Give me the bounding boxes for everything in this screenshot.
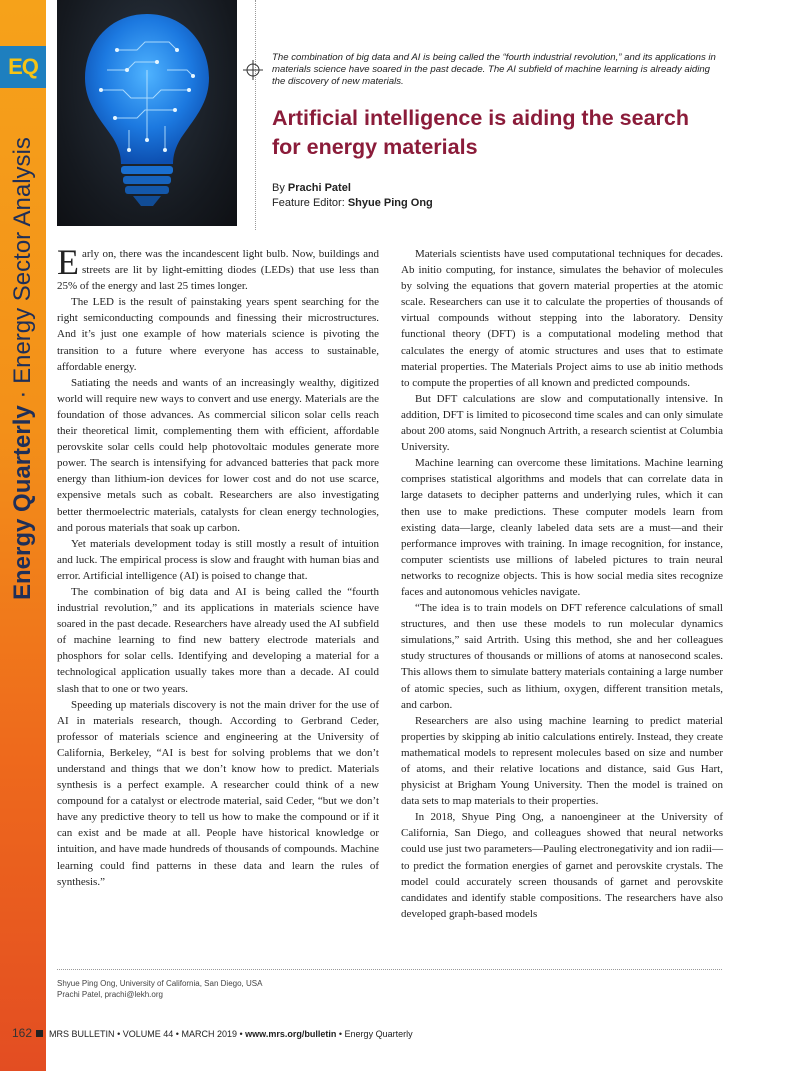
editor-label: Feature Editor: xyxy=(272,197,345,209)
author-name: Prachi Patel xyxy=(287,182,351,194)
divider-vertical xyxy=(255,0,256,230)
paragraph: Materials scientists have used computational techniques for decades. Ab initio computing, for instance, simulates the behavior of molecules by solving the equations that govern material properties at the atomic scale. Researchers can use it to calculate the properties of thousands of virtual compounds without stepping into the laboratory. Density functional theory (DFT) is a computational modeling method that calculates the energy of atomic structures and uses that to estimate material properties. The Materials Project aims to use ab initio methods to compute the properties of all known and predicted compounds. xyxy=(401,248,723,389)
section-title-vertical xyxy=(9,137,37,600)
footer-sep: • xyxy=(117,1029,121,1039)
editor-name: Shyue Ping Ong xyxy=(347,197,433,209)
article-column-right xyxy=(401,246,723,922)
crosshair-icon xyxy=(243,60,263,80)
paragraph: Yet materials development today is still mostly a result of intuition and luck. The empirical process is slow and fraught with human bias and error. Artificial intelligence (AI) is poised to change that. xyxy=(57,537,379,582)
section-title-light: Energy Sector Analysis xyxy=(9,137,36,384)
affiliation-line: Shyue Ping Ong, University of California, San Diego, USA xyxy=(57,979,263,988)
footer-sep: • xyxy=(338,1029,343,1039)
paragraph-text: arly on, there was the incandescent light bulb. Now, buildings and streets are lit by light-emitting diodes (LEDs) that use less than 25% of the energy and last 25 times longer. xyxy=(57,248,379,293)
article-column-left xyxy=(57,242,379,890)
intro-summary: The combination of big data and AI is being called the “fourth industrial revolution,” and its applications in materials science have soared in the past decade. The AI subfield of machine learning is already aiding the discovery of new materials. xyxy=(272,52,716,87)
paragraph: Researchers are also using machine learning to predict material properties by skipping ab initio calculations entirely. Instead, they create mathematical models to represent molecules based on size and number of atoms, and their relative locations and distance, said Gus Hart, physicist at Brigham Young University. Then the model is trained on data sets to map materials to their properties. xyxy=(401,714,723,808)
drop-cap: E xyxy=(57,242,79,282)
square-bullet-icon xyxy=(36,1030,43,1037)
article-title: Artificial intelligence is aiding the search for energy materials xyxy=(272,106,689,159)
section-title-bold: Energy Quarterly xyxy=(9,405,36,600)
journal-name: MRS BULLETIN xyxy=(49,1029,115,1039)
affiliations xyxy=(57,978,262,1000)
journal-link[interactable]: www.mrs.org/bulletin xyxy=(245,1029,337,1039)
divider-horizontal xyxy=(57,969,722,970)
section-title-separator: · xyxy=(9,390,36,399)
lightbulb-photo xyxy=(57,0,237,226)
paragraph: Speeding up materials discovery is not the main driver for the use of AI in materials research, though. According to Gerbrand Ceder, professor of materials science and engineering at the University of California, Berkeley, “AI is best for solving problems that we don’t understand and things that we don’t know how to predict. Materials synthesis is a perfect example. A researcher could think of a new compound for a catalyst or electrode material, said Ceder, “but we don’t have any predictive theory to tell us how to make the compound or if it can exist and be made at all. People have historical knowledge or intuition, and have made hundreds of thousands of compounds. Machine learning could find patterns in these data and learn the rules of synthesis.” xyxy=(57,698,379,888)
paragraph: But DFT calculations are slow and computationally intensive. In addition, DFT is limited to picosecond time scales and can only simulate about 200 atoms, said Nongnuch Artrith, a research scientist at Columbia University. xyxy=(401,392,723,454)
footer-sep: • xyxy=(175,1029,179,1039)
paragraph: “The idea is to train models on DFT reference calculations of small structures, and then use these models to run molecular dynamics simulations,” said Artrith. Using this method, she and her colleagues study structures of thousands or millions of atoms at nanosecond scales. This allows them to simulate battery materials containing a large number of atomic species, such as lithium, oxygen, different transition metals, and carbon. xyxy=(401,602,723,711)
byline xyxy=(272,181,433,211)
section-name: Energy Quarterly xyxy=(344,1029,413,1039)
page-footer xyxy=(12,1026,413,1040)
paragraph: The LED is the result of painstaking years spent searching for the right semiconducting compounds and finessing their microstructures. And it’s just one example of how materials science is pivoting the transition to a future where everyone has access to sustainable, affordable energy. xyxy=(57,296,379,373)
lightbulb-illustration xyxy=(57,0,237,226)
paragraph: Satiating the needs and wants of an increasingly wealthy, digitized world will require new ways to convert and use energy. Materials are the foundation of those advances. As commercial silicon solar cells reach their theoretical limit, complementing them with efficient, affordable perovskite solar cells could help photovoltaic modules generate more power. The search is intensifying for advanced batteries that pack more energy than lithium-ion devices for lower cost and do not use scarce, expensive metals such as cobalt. Researchers are also investigating better thermoelectric materials, catalysts for clean energy technologies, and porous materials that soak up carbon. xyxy=(57,376,379,534)
eq-logo-text: EQ xyxy=(8,54,38,79)
issue-date: MARCH 2019 xyxy=(181,1029,237,1039)
paragraph: The combination of big data and AI is being called the “fourth industrial revolution,” and its applications in materials science have soared in the past decade. Researchers have already used the AI subfield of machine learning to find new battery electrode materials and phosphors for solar cells. Identifying and developing a material for a technological application usually takes more than a decade. AI could slash that to one or two years. xyxy=(57,585,379,695)
eq-logo xyxy=(0,46,46,88)
page-number: 162 xyxy=(12,1026,33,1040)
paragraph xyxy=(57,242,379,294)
paragraph: In 2018, Shyue Ping Ong, a nanoengineer at the University of California, San Diego, and colleagues showed that neural networks could use just two parameters—Pauling electronegativity and ion radii—to predict the formation energies of garnet and perovskite crystals. The model could accurately screen thousands of garnet and perovskite candidates and identify stable compositions. The researchers have also developed graph-based models xyxy=(401,811,723,920)
paragraph: Machine learning can overcome these limitations. Machine learning comprises statistical algorithms and models that can correlate data in large datasets to decipher patterns and underlying rules, which it can then use to make predictions. These computer models learn from existing data—large, cleanly labeled data sets are a must—and their performance improves with training. In image recognition, for instance, computer scientists use millions of labeled pictures to train neural networks to recognize objects. This is how social media sites recognize faces and autonomous vehicles navigate. xyxy=(401,457,723,598)
by-label: By xyxy=(272,182,285,194)
footer-sep: • xyxy=(239,1029,243,1039)
affiliation-line: Prachi Patel, prachi@lekh.org xyxy=(57,990,163,999)
volume: VOLUME 44 xyxy=(122,1029,174,1039)
